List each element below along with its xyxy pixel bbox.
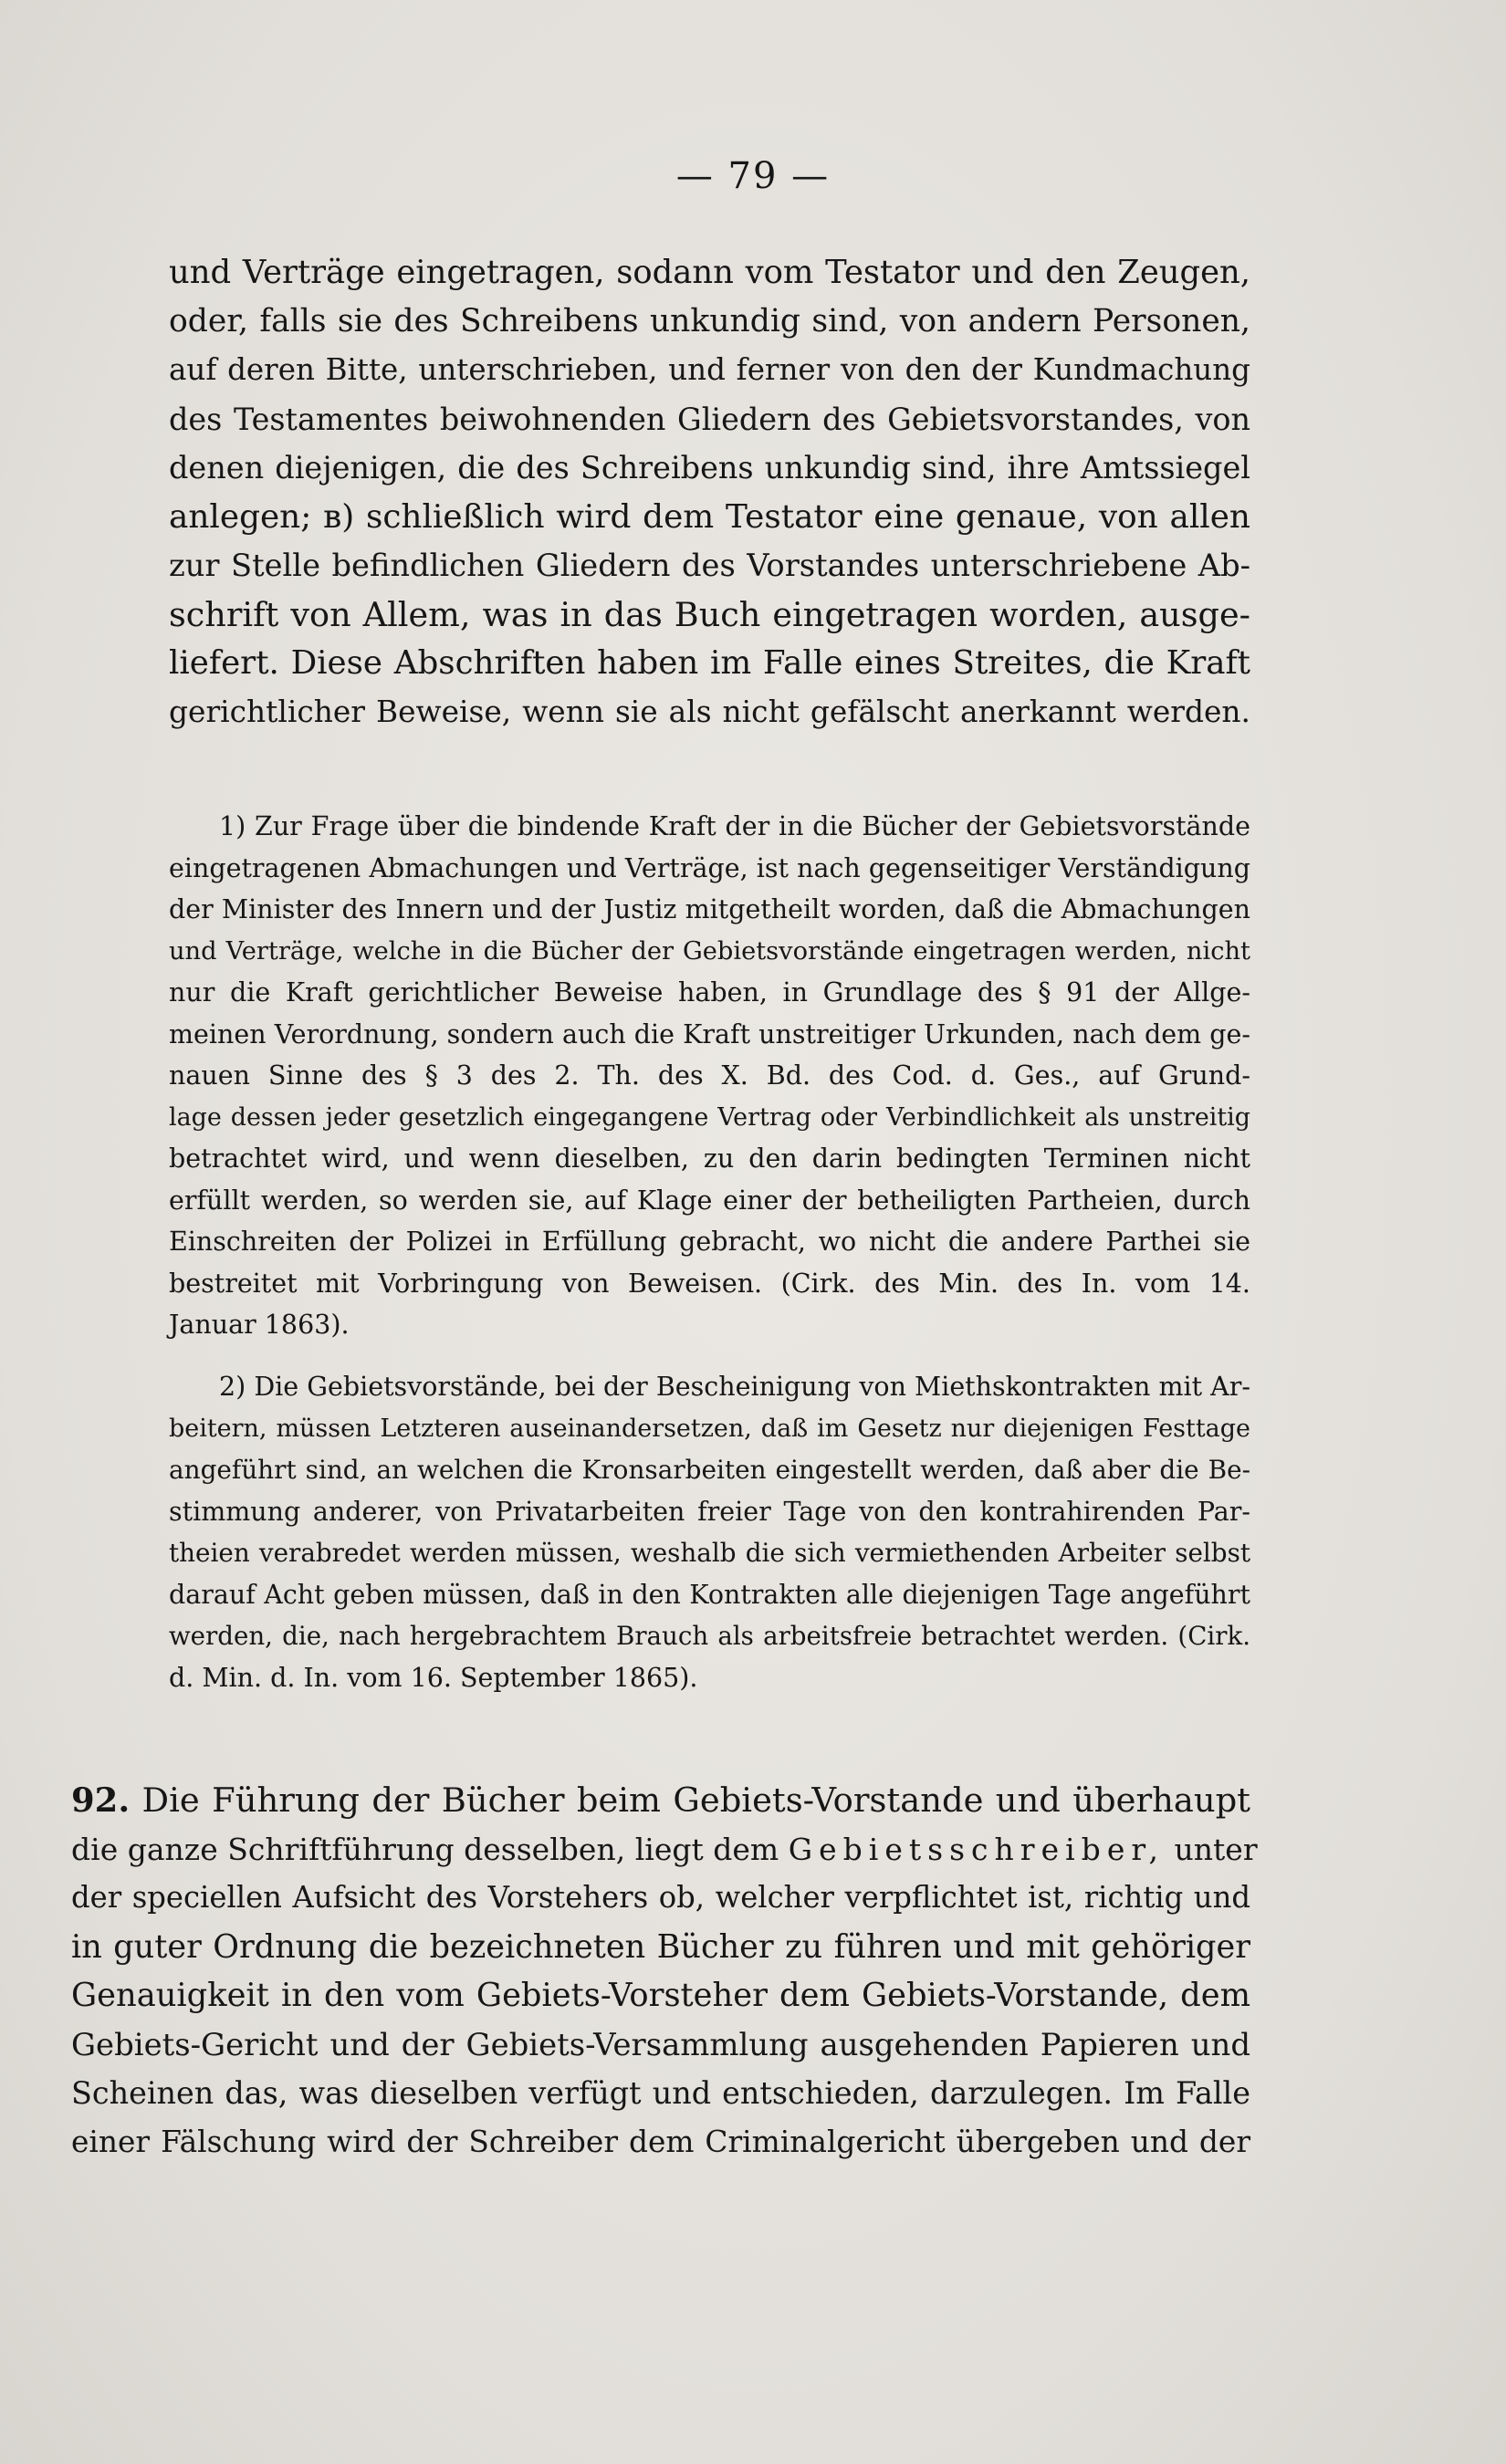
section-line: Scheinen das, was dieselben verfügt und entschieden, darzulegen. Im Falle (71, 2075, 1250, 2111)
section-number: 92. (71, 1780, 131, 1820)
footnote-line: meinen Verordnung, sondern auch die Kraft unstreitiger Urkunden, nach dem ge- (169, 1018, 1250, 1049)
text-line: des Testamentes beiwohnenden Gliedern des Gebietsvorstandes, von (169, 401, 1250, 437)
text-line: zur Stelle befindlichen Gliedern des Vorstandes unterschriebene Ab- (169, 548, 1250, 583)
section-line (71, 1825, 1258, 1874)
footnote-line: werden, die, nach hergebrachtem Brauch als arbeitsfreie betrachtet werden. (Cirk. (169, 1621, 1250, 1651)
footnote-line: nur die Kraft gerichtlicher Beweise haben, in Grundlage des § 91 der Allge- (169, 977, 1250, 1008)
footnote-line: betrachtet wird, und wenn dieselben, zu den darin bedingten Terminen nicht (169, 1143, 1250, 1174)
footnote-line: nauen Sinne des § 3 des 2. Th. des X. Bd. des Cod. d. Ges., auf Grund- (169, 1060, 1250, 1091)
footnote-line: Januar 1863). (169, 1310, 350, 1340)
section-text: die ganze Schriftführung desselben, liegt dem (71, 1831, 779, 1867)
text-line: auf deren Bitte, unterschrieben, und ferner von den der Kundmachung (169, 352, 1250, 387)
footnote-line: angeführt sind, an welchen die Kronsarbeiten eingestellt werden, daß aber die Be- (169, 1455, 1250, 1485)
footnote-line: bestreitet mit Vorbringung von Beweisen. (Cirk. des Min. des In. vom 14. (169, 1268, 1250, 1299)
footnote-line: darauf Acht geben müssen, daß in den Kontrakten alle diejenigen Tage angeführt (169, 1579, 1250, 1610)
text-line: anlegen; в) schließlich wird dem Testator eine genaue, von allen (169, 497, 1250, 536)
text-line: denen diejenigen, die des Schreibens unkundig sind, ihre Amtssiegel (169, 450, 1250, 485)
text-line: schrift von Allem, was in das Buch eingetragen worden, ausge- (169, 594, 1250, 634)
footnote-2 (169, 1366, 1250, 1698)
footnote-line: erfüllt werden, so werden sie, auf Klage einer der betheiligten Partheien, durch (169, 1185, 1250, 1216)
section-text: Die Führung der Bücher beim Gebiets-Vorstande und überhaupt (141, 1780, 1250, 1820)
footnote-line: lage dessen jeder gesetzlich eingegangene Vertrag oder Verbindlichkeit als unstreitig (169, 1102, 1250, 1132)
footnote-line: beitern, müssen Letzteren auseinandersetzen, daß im Gesetz nur diejenigen Festtage (169, 1414, 1250, 1443)
section-line: Gebiets-Gericht und der Gebiets-Versammlung ausgehenden Papieren und (71, 2026, 1250, 2062)
section-line: Genauigkeit in den vom Gebiets-Vorsteher dem Gebiets-Vorstande, dem (71, 1977, 1250, 2014)
footnote-line: der Minister des Innern und der Justiz mitgetheilt worden, daß die Abmachungen (169, 894, 1250, 924)
footnote-line: 2) Die Gebietsvorstände, bei der Bescheinigung von Miethskontrakten mit Ar- (219, 1372, 1250, 1402)
footnote-line: theien verabredet werden müssen, weshalb die sich vermiethenden Arbeiter selbst (169, 1538, 1250, 1568)
footnote-line: Einschreiten der Polizei in Erfüllung gebracht, wo nicht die andere Parthei sie (169, 1227, 1250, 1257)
emphasized-term: Gebietsschreiber, (788, 1831, 1166, 1867)
section-line: in guter Ordnung die bezeichneten Bücher zu führen und mit gehöriger (71, 1927, 1250, 1966)
text-line: liefert. Diese Abschriften haben im Falle eines Streites, die Kraft (169, 644, 1250, 682)
main-paragraph (169, 248, 1250, 736)
text-line: gerichtlicher Beweise, wenn sie als nicht gefälscht anerkannt werden. (169, 694, 1250, 729)
footnote-line: 1) Zur Frage über die bindende Kraft der in die Bücher der Gebietsvorstände (219, 811, 1250, 841)
footnote-1 (169, 806, 1250, 1346)
footnote-line: und Verträge, welche in die Bücher der Gebietsvorstände eingetragen werden, nicht (169, 936, 1250, 966)
section-92 (71, 1776, 1258, 2166)
section-line: der speciellen Aufsicht des Vorstehers ob, welcher verpflichtet ist, richtig und (71, 1880, 1250, 1915)
page-number: — 79 — (675, 155, 831, 197)
section-line (71, 1776, 1250, 1825)
text-line: und Verträge eingetragen, sodann vom Testator und den Zeugen, (169, 254, 1250, 291)
footnote-line: eingetragenen Abmachungen und Verträge, ist nach gegenseitiger Verständigung (169, 852, 1250, 883)
section-line: einer Fälschung wird der Schreiber dem Criminalgericht übergeben und der (71, 2124, 1250, 2159)
section-text: unter (1174, 1831, 1258, 1867)
text-line: oder, falls sie des Schreibens unkundig sind, von andern Personen, (169, 302, 1250, 339)
footnote-line: stimmung anderer, von Privatarbeiten freier Tage von den kontrahirenden Par- (169, 1496, 1250, 1527)
footnote-line: d. Min. d. In. vom 16. September 1865). (169, 1662, 698, 1693)
